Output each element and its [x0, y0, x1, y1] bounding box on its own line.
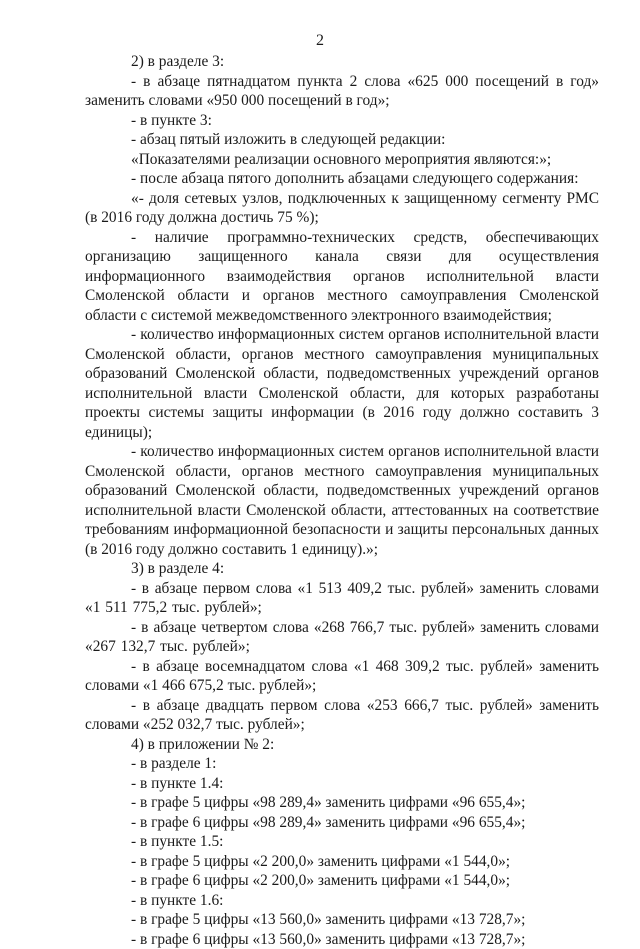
paragraph-item: - в пункте 3: [85, 111, 599, 131]
paragraph-item: - в графе 6 цифры «13 560,0» заменить цифрами «13 728,7»; [85, 930, 599, 949]
paragraph-item: - в абзаце двадцать первом слова «253 666,7 тыс. рублей» заменить словами «252 032,7 тыс. рублей»; [85, 696, 599, 735]
paragraph-item: - наличие программно-технических средств, обеспечивающих организацию защищенного канала связи для осуществления информационного взаимодействия органов исполнительной власти Смоленской области и органов местного самоуправления Смоленской области с системой межведомственного электронного взаимодействия; [85, 228, 599, 326]
paragraph-item: - в абзаце первом слова «1 513 409,2 тыс. рублей» заменить словами «1 511 775,2 тыс. рублей»; [85, 579, 599, 618]
paragraph-section-3-header: 2) в разделе 3: [85, 52, 599, 72]
paragraph-item: - в абзаце восемнадцатом слова «1 468 309,2 тыс. рублей» заменить словами «1 466 675,2 тыс. рублей»; [85, 657, 599, 696]
paragraph-item: - в графе 6 цифры «2 200,0» заменить цифрами «1 544,0»; [85, 871, 599, 891]
paragraph-item: - в графе 5 цифры «13 560,0» заменить цифрами «13 728,7»; [85, 910, 599, 930]
paragraph-item: - в пункте 1.4: [85, 774, 599, 794]
paragraph-item: - в графе 6 цифры «98 289,4» заменить цифрами «96 655,4»; [85, 813, 599, 833]
document-body [85, 52, 599, 949]
paragraph-item: - в графе 5 цифры «98 289,4» заменить цифрами «96 655,4»; [85, 793, 599, 813]
paragraph-item: - в разделе 1: [85, 754, 599, 774]
paragraph-appendix-2-header: 4) в приложении № 2: [85, 735, 599, 755]
paragraph-section-4-header: 3) в разделе 4: [85, 559, 599, 579]
paragraph-item: - в графе 5 цифры «2 200,0» заменить цифрами «1 544,0»; [85, 852, 599, 872]
paragraph-item: «- доля сетевых узлов, подключенных к защищенному сегменту РМС (в 2016 году должна достичь 75 %); [85, 189, 599, 228]
paragraph-item: - в абзаце пятнадцатом пункта 2 слова «625 000 посещений в год» заменить словами «950 000 посещений в год»; [85, 72, 599, 111]
paragraph-item: - в пункте 1.6: [85, 891, 599, 911]
paragraph-item: «Показателями реализации основного мероприятия являются:»; [85, 150, 599, 170]
paragraph-item: - абзац пятый изложить в следующей редакции: [85, 130, 599, 150]
page-number: 2 [0, 32, 640, 50]
paragraph-item: - в пункте 1.5: [85, 832, 599, 852]
paragraph-item: - количество информационных систем органов исполнительной власти Смоленской области, органов местного самоуправления муниципальных образований Смоленской области, подведомственных учреждений органов исполнительной власти Смоленской области, для которых разработаны проекты системы защиты информации (в 2016 году должно составить 3 единицы); [85, 325, 599, 442]
paragraph-item: - после абзаца пятого дополнить абзацами следующего содержания: [85, 169, 599, 189]
paragraph-item: - в абзаце четвертом слова «268 766,7 тыс. рублей» заменить словами «267 132,7 тыс. рублей»; [85, 618, 599, 657]
paragraph-item: - количество информационных систем органов исполнительной власти Смоленской области, органов местного самоуправления муниципальных образований Смоленской области, подведомственных учреждений органов исполнительной власти Смоленской области, аттестованных на соответствие требованиям информационной безопасности и защиты персональных данных (в 2016 году должно составить 1 единицу).»; [85, 442, 599, 559]
